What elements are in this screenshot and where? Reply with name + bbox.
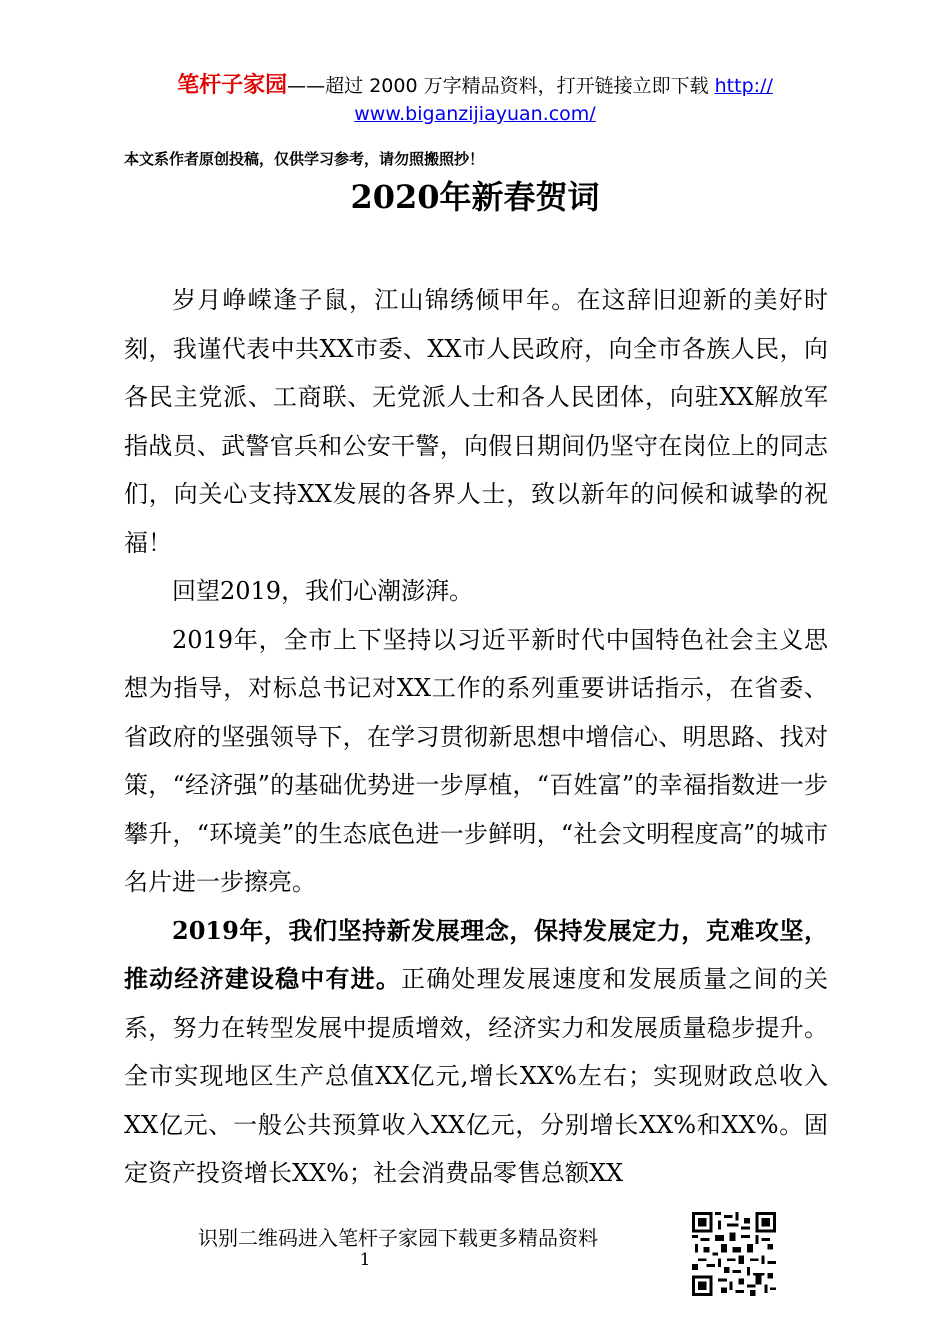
download-link-part1[interactable]: http:// [714,75,773,97]
paragraph-text: 正确处理发展速度和发展质量之间的关系，努力在转型发展中提质增效，经济实力和发展质量稳步提升。全市实现地区生产总值XX亿元,增长XX%左右；实现财政总收入XX亿元、一般公共预算收入XX亿元，分别增长XX%和XX%。固定资产投资增长XX%；社会消费品零售总额XX [124,965,829,1187]
paragraph [124,616,828,907]
paragraph-text: 回望2019，我们心潮澎湃。 [172,577,474,605]
promo-line-1 [0,72,950,100]
paragraph-lead: 2019年，我们坚持新发展理念，保持发展定力，克难攻坚，推动经济建设稳中有进。 [124,915,828,993]
paragraph [124,276,828,567]
paragraph-text: 岁月峥嵘逢子鼠，江山锦绣倾甲年。在这辞旧迎新的美好时刻，我谨代表中共XX市委、XX市人民政府，向全市各族人民，向各民主党派、工商联、无党派人士和各人民团体，向驻XX解放军指战员、武警官兵和公安干警，向假日期间仍坚守在岗位上的同志们，向关心支持XX发展的各界人士，致以新年的问候和诚挚的祝福！ [124,286,828,557]
paragraph-text: 2019年，全市上下坚持以习近平新时代中国特色社会主义思想为指导，对标总书记对XX工作的系列重要讲话指示，在省委、省政府的坚强领导下，在学习贯彻新思想中增信心、明思路、找对策，“经济强”的基础优势进一步厚植，“百姓富”的幸福指数进一步攀升，“环境美”的生态底色进一步鲜明，“社会文明程度高”的城市名片进一步擦亮。 [124,625,828,896]
download-link-part2[interactable]: www.biganzijiayuan.com/ [354,103,596,125]
promo-line-2 [0,100,950,128]
document-body [124,276,828,1198]
paragraph [124,567,828,616]
page-number: 1 [359,1250,371,1270]
promo-header [0,72,950,128]
brand-name: 笔杆子家园 [177,73,288,98]
promo-tagline: ——超过 2000 万字精品资料，打开链接立即下载 [287,75,715,97]
qr-code-icon[interactable] [692,1212,776,1296]
qr-caption: 识别二维码进入笔杆子家园下载更多精品资料 [198,1226,598,1250]
paragraph [124,907,828,1198]
copyright-notice: 本文系作者原创投稿，仅供学习参考，请勿照搬照抄！ [124,150,485,168]
document-title: 2020年新春贺词 [350,178,600,216]
